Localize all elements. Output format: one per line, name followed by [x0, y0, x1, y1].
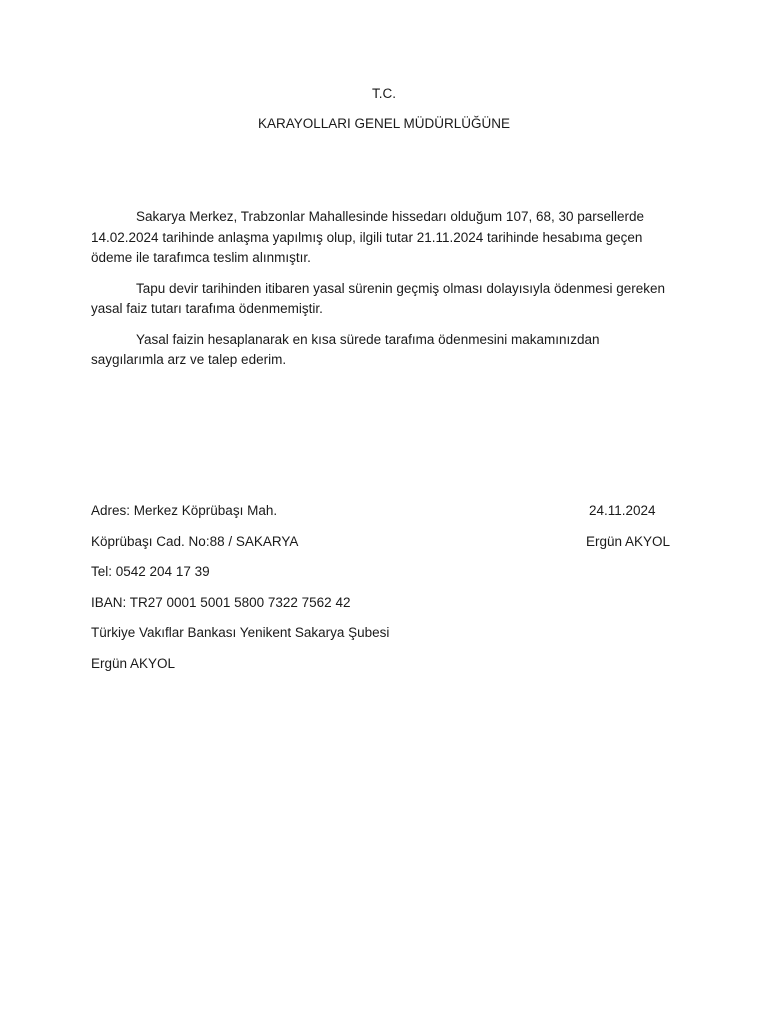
- header-tc: T.C.: [371, 86, 396, 101]
- letter-body: [91, 207, 673, 381]
- iban: IBAN: TR27 0001 5001 5800 7322 7562 42: [91, 595, 351, 610]
- letter-date: 24.11.2024: [589, 503, 656, 518]
- paragraph-1: Sakarya Merkez, Trabzonlar Mahallesinde hissedarı olduğum 107, 68, 30 parsellerde 14.02.2024 tarihinde anlaşma yapılmış olup, ilgili tutar 21.11.2024 tarihinde hesabıma geçen ödeme ile tarafımca teslim alınmıştır.: [91, 209, 645, 265]
- header-addressee: KARAYOLLARI GENEL MÜDÜRLÜĞÜNE: [257, 116, 511, 131]
- paragraph-2: Tapu devir tarihinden itibaren yasal sürenin geçmiş olması dolayısıyla ödenmesi gereken yasal faiz tutarı tarafıma ödenmemiştir.: [91, 280, 666, 316]
- telephone: Tel: 0542 204 17 39: [91, 564, 210, 579]
- address-line-1: Adres: Merkez Köprübaşı Mah.: [91, 503, 278, 518]
- signature-name: Ergün AKYOL: [586, 534, 671, 549]
- bank-branch: Türkiye Vakıflar Bankası Yenikent Sakarya Şubesi: [91, 625, 390, 640]
- address-line-2: Köprübaşı Cad. No:88 / SAKARYA: [91, 534, 299, 549]
- sender-name: Ergün AKYOL: [91, 656, 176, 671]
- paragraph-3: Yasal faizin hesaplanarak en kısa sürede tarafıma ödenmesini makamınızdan saygılarımla arz ve talep ederim.: [91, 331, 600, 367]
